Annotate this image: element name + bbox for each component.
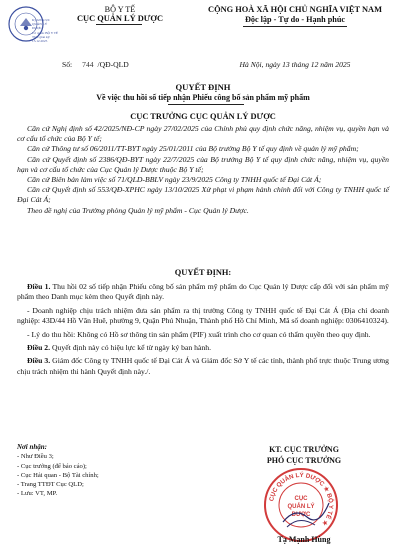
decision-heading: QUYẾT ĐỊNH: xyxy=(174,268,232,277)
recipient-item: - Trang TTĐT Cục QLD; xyxy=(17,481,84,489)
document-number: Số: 744 /QĐ-QLD xyxy=(62,60,129,69)
dateline: Hà Nội, ngày 13 tháng 12 năm 2025 xyxy=(239,60,351,69)
basis-item: Căn cứ Biên bản làm việc số 71/QLD-BBLV ngày 23/9/2025 Công ty TNHH quốc tế Đại Cát Á; xyxy=(27,175,322,185)
article-2: Điều 2. Quyết định này có hiệu lực kể từ ngày ký ban hành. xyxy=(27,343,212,353)
article-1-enterprise: - Doanh nghiệp chịu trách nhiệm đưa sản phẩm ra thị trường Công ty TNHH quốc tế Đại Cát Á (Địa chỉ doanh nghiệp: 43D/44 Hồ Văn Huê, phường 9, Quận Phú Nhuận, Thành phố Hồ Chí Minh, Mã số doanh nghiệp: 0306410324). xyxy=(17,305,389,326)
red-official-seal-icon xyxy=(263,467,339,543)
digital-signature-note: Ký bởi: CỤC QUẢN LÝ DƯỢC Cơ quan: BỘ Y TẾ Thời gian ký: 15.12.2025 xyxy=(32,18,58,44)
article-1-reason: - Lý do thu hồi: Không có Hồ sơ thông tin sản phẩm (PIF) xuất trình cho cơ quan có thẩm quyền theo quy định. xyxy=(27,329,371,339)
agency-underline xyxy=(96,24,142,25)
basis-item: Căn cứ Thông tư số 06/2011/TT-BYT ngày 25/01/2011 của Bộ trưởng Bộ Y tế quy định về quản lý mỹ phẩm; xyxy=(27,144,359,154)
article-3: Điều 3. Giám đốc Công ty TNHH quốc tế Đại Cát Á và Giám đốc Sở Y tế các tỉnh, thành phố trực thuộc Trung ương chịu trách nhiệm thi hành Quyết định này./. xyxy=(17,356,389,376)
signature-title-2: PHÓ CỤC TRƯỞNG xyxy=(266,456,342,465)
article-1: Điều 1. Thu hồi 02 số tiếp nhận Phiếu công bố sản phẩm mỹ phẩm do Cục Quản lý Dược cấp đối với sản phẩm mỹ phẩm theo Danh mục kèm theo Quyết định này. xyxy=(17,282,390,302)
basis-item: Căn cứ Quyết định số 553/QĐ-XPHC ngày 13/10/2025 Xử phạt vi phạm hành chính đối với Công ty TNHH quốc tế Đại Cát Á; xyxy=(17,185,389,205)
nation-name: CỘNG HOÀ XÃ HỘI CHỦ NGHĨA VIỆT NAM xyxy=(208,5,382,14)
recipients-heading: Nơi nhận: xyxy=(17,443,48,451)
recipients-list xyxy=(17,443,157,499)
motto-underline xyxy=(243,26,347,27)
agency-name: CỤC QUẢN LÝ DƯỢC xyxy=(77,14,163,23)
svg-text:DƯỢC: DƯỢC xyxy=(291,512,311,518)
document-title: QUYẾT ĐỊNH xyxy=(175,82,231,92)
svg-text:CỤC QUẢN LÝ DƯỢC ★ BỘ Y TẾ ★: CỤC QUẢN LÝ DƯỢC ★ BỘ Y TẾ ★ xyxy=(268,471,335,527)
recipient-item: - Như Điều 3; xyxy=(17,453,54,461)
svg-text:QUẢN LÝ: QUẢN LÝ xyxy=(287,504,315,510)
recipient-item: - Cục trưởng (để báo cáo); xyxy=(17,462,87,470)
svg-text:CỤC: CỤC xyxy=(294,496,308,502)
signature-title-1: KT. CỤC TRƯỞNG xyxy=(269,445,339,454)
national-motto: Độc lập - Tự do - Hạnh phúc xyxy=(244,15,346,24)
ministry-name: BỘ Y TẾ xyxy=(104,5,136,14)
recipient-item: - Cục Hải quan - Bộ Tài chính; xyxy=(17,471,99,479)
signer-name: Tạ Mạnh Hùng xyxy=(277,535,331,544)
legal-basis xyxy=(17,124,389,216)
issuer-title: CỤC TRƯỞNG CỤC QUẢN LÝ DƯỢC xyxy=(130,112,276,121)
recipient-item: - Lưu: VT, MP. xyxy=(17,490,58,498)
basis-item: Theo đề nghị của Trưởng phòng Quản lý mỹ phẩm - Cục Quản lý Dược. xyxy=(27,205,249,215)
subject-underline xyxy=(168,104,244,105)
basis-item: Căn cứ Nghị định số 42/2025/NĐ-CP ngày 27/02/2025 của Chính phủ quy định chức năng, nhiệm vụ, quyền hạn và cơ cấu tổ chức của Bộ Y tế; xyxy=(17,124,389,144)
decision-body xyxy=(17,282,389,380)
document-subject: Về việc thu hồi số tiếp nhận Phiếu công bố sản phẩm mỹ phẩm xyxy=(96,93,310,102)
basis-item: Căn cứ Quyết định số 2386/QĐ-BYT ngày 22/7/2025 của Bộ trưởng Bộ Y tế quy định chức năng, nhiệm vụ, quyền hạn và cơ cấu tổ chức của Cục Quản lý Dược thuộc Bộ Y tế; xyxy=(17,154,389,174)
